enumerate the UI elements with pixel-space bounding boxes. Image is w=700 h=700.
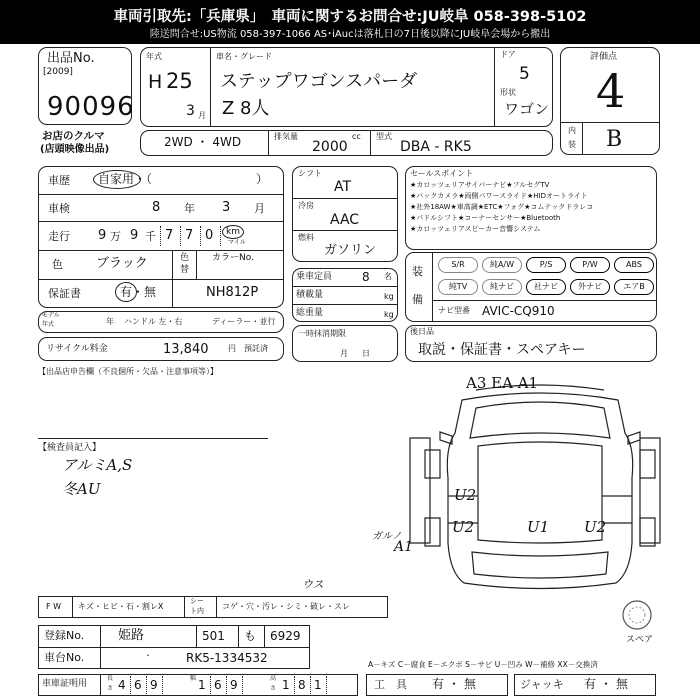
cert-digit: 9: [230, 678, 238, 692]
sales-point-3: ★社外18AW★車高調★ETC★フォグ★コムテックドラレコ: [410, 203, 594, 211]
shift-label: シフト: [298, 169, 322, 178]
inspector-line-2: 冬AU: [62, 480, 101, 498]
model-year-label-1: モデル: [42, 312, 60, 319]
cert-unit-2: さ: [107, 685, 114, 692]
mileage-thousand: 千: [145, 230, 156, 243]
registration-number: 6929: [270, 629, 301, 643]
diagram-side-note: ガルノ: [372, 531, 402, 542]
chassis-dot: ･: [146, 651, 150, 660]
equipment-item-b-1: 純TV: [438, 279, 478, 295]
cert-unit-1: 長: [107, 675, 114, 682]
score-value: 4: [596, 64, 626, 118]
navi-label: ナビ型番: [438, 306, 470, 315]
equipment-item-b-5: エアB: [614, 279, 654, 295]
notes-label: 【出品店申告欄（不良個所・欠品・注意事項等）】: [38, 367, 218, 376]
displacement-value: 2000: [312, 139, 348, 155]
cert-digit: 1: [314, 678, 322, 692]
load-unit: kg: [384, 292, 394, 301]
capacity-label: 乗車定員: [296, 272, 333, 282]
header-line-1: 車両引取先:「兵庫県」 車両に関するお問合せ:JU岐阜 058-398-5102: [113, 9, 587, 25]
cert-unit-4: 高: [270, 675, 277, 682]
inspection-items-2: コゲ・穴・汚レ・シミ・破レ・スレ: [222, 602, 350, 611]
color-change-1: 色: [180, 253, 190, 263]
cert-digit: 6: [214, 678, 222, 692]
registration-kana: も: [244, 629, 257, 643]
mileage-man: 9: [98, 228, 107, 243]
sales-point-5: ★カロッツェリアスピーカー音響システム: [410, 225, 541, 233]
tools-label: 工 具: [374, 678, 407, 691]
recycle-value: 13,840: [163, 342, 209, 357]
cert-label: 車庫証明用: [42, 679, 88, 689]
cert-digit: 1: [282, 678, 290, 692]
lot-label: 出品No.: [47, 51, 95, 66]
mileage-unit-circle: [222, 225, 244, 239]
inspection-label: 車検: [48, 202, 70, 215]
cert-unit-3: 幅: [190, 675, 197, 682]
model-name: ステップワゴンスパーダ: [220, 71, 418, 92]
displacement-unit: cc: [352, 132, 361, 141]
inspection-year-unit: 年: [184, 202, 195, 215]
diagram-u2-left: U2: [452, 518, 475, 536]
inspection-seat-1: シー: [190, 597, 204, 605]
accessories-value: 取説・保証書・スペアキー: [418, 342, 586, 358]
shop-note-2: (店頭映像出品): [40, 144, 110, 155]
jack-label: ジャッキ: [520, 678, 564, 691]
mileage-digit-2: 7: [165, 228, 174, 243]
model-label: 車名・グレード: [216, 52, 272, 61]
interior-label-2: 装: [568, 140, 576, 149]
expiry-label: 一時抹消期限: [298, 329, 346, 338]
year-month-unit: 月: [198, 111, 206, 120]
history-circle: [93, 170, 141, 189]
inspection-month-unit: 月: [254, 202, 265, 215]
mileage-digit-4: 0: [205, 228, 214, 243]
lot-sub-number: [2009]: [43, 67, 73, 77]
cert-divider: [326, 676, 327, 694]
equipment-item-b-2: 純ナビ: [482, 279, 522, 295]
spare-tire-icon: [620, 598, 654, 632]
diagram-u1: U1: [527, 518, 550, 536]
registration-label: 登録No.: [44, 629, 85, 642]
capacity-value: 8: [362, 270, 370, 284]
inspection-note: ウス: [302, 578, 324, 591]
cert-unit-5: さ: [270, 685, 277, 692]
year-label: 年式: [146, 52, 162, 61]
mileage-mile: マイル: [228, 239, 246, 246]
capacity-unit: 名: [384, 272, 392, 281]
registration-class: 501: [202, 629, 225, 643]
equipment-item-a-3: P/S: [526, 257, 566, 273]
chassis-value: RK5-1334532: [186, 651, 268, 665]
color-value: ブラック: [96, 256, 148, 271]
warranty-circle: [115, 282, 137, 302]
spare-label: スペア: [626, 635, 654, 645]
recycle-note: 預託済: [244, 344, 268, 353]
gross-unit: kg: [384, 310, 394, 319]
shape-label: 形状: [500, 88, 516, 97]
sales-point-2: ★バックカメラ★両側パワースライド★HIDオートライト: [410, 192, 588, 200]
cert-divider: [146, 676, 147, 694]
color-label: 色: [52, 258, 63, 271]
cert-digit: 1: [198, 678, 206, 692]
equipment-item-b-4: 外ナビ: [570, 279, 610, 295]
equipment-label-2: 備: [412, 293, 423, 306]
color-change-2: 替: [180, 265, 190, 275]
interior-value: B: [606, 127, 623, 152]
mileage-man-unit: 万: [110, 230, 121, 243]
equipment-item-a-1: S/R: [438, 257, 478, 273]
car-diagram: [380, 368, 670, 598]
sales-point-4: ★パドルシフト★コーナーセンサー★Bluetooth: [410, 214, 561, 222]
ac-label: 冷房: [298, 201, 314, 210]
diagram-top-marks: A3 EA A1: [466, 374, 539, 392]
cert-divider: [210, 676, 211, 694]
header-line-2: 陸送問合せ:US物流 058-397-1066 AS･iAucは落札日の7日後以降にJU岐阜会場から搬出: [149, 29, 551, 40]
model-year-label-2: 年式: [42, 321, 55, 328]
load-label: 積載量: [296, 290, 324, 300]
mileage-unit: km: [226, 227, 240, 237]
warranty-options: 有・無: [120, 285, 157, 299]
inspection-year: 8: [152, 200, 161, 215]
diagram-u2-top: U2: [454, 486, 477, 504]
color-code: NH812P: [206, 285, 259, 300]
sales-points-label: セールスポイント: [410, 169, 474, 178]
expiry-unit: 月日: [340, 349, 384, 358]
cert-digit: 4: [118, 678, 126, 692]
equipment-item-a-5: ABS: [614, 257, 654, 273]
cert-divider: [162, 676, 163, 694]
cert-digit: 6: [134, 678, 142, 692]
diagram-u2-right: U2: [584, 518, 607, 536]
cert-digit: 8: [298, 678, 306, 692]
history-close: ）: [256, 172, 269, 186]
equipment-item-a-4: P/W: [570, 257, 610, 273]
mileage-digit-1: 9: [130, 228, 139, 243]
model-grade: Z 8人: [222, 98, 270, 119]
color-code-label: カラーNo.: [212, 253, 254, 263]
cert-divider: [310, 676, 311, 694]
model-year-dealer: ディーラー・並行: [212, 317, 276, 326]
year-value: 25: [166, 69, 193, 93]
recycle-label: リサイクル料金: [46, 344, 108, 354]
lot-number: 90096: [47, 92, 135, 122]
displacement-label: 排気量: [274, 132, 298, 141]
navi-value: AVIC-CQ910: [482, 304, 555, 318]
history-label: 車歴: [48, 174, 70, 187]
cert-divider: [242, 676, 243, 694]
inspection-seat-2: ト内: [190, 607, 204, 615]
inspector-line-1: アルミA,S: [62, 456, 133, 474]
sales-point-1: ★カロッツェリアサイバーナビ★フルセグTV: [410, 181, 550, 189]
score-label: 評価点: [590, 52, 618, 62]
interior-label-1: 内: [568, 126, 576, 135]
inspection-fw: F W: [46, 602, 62, 611]
diagram-side-a1: A1: [394, 539, 414, 555]
model-year-unit: 年: [106, 317, 114, 326]
year-month: 3: [186, 103, 195, 119]
warranty-label: 保証書: [48, 287, 81, 300]
inspection-month: 3: [222, 200, 231, 215]
inspector-label: 【検査員記入】: [38, 443, 102, 453]
equipment-item-b-3: 社ナビ: [526, 279, 566, 295]
type-label: 型式: [376, 132, 392, 141]
doors-value: 5: [519, 64, 530, 84]
registration-area: 姫路: [118, 628, 145, 643]
fuel-value: ガソリン: [324, 243, 377, 258]
equipment-item-a-2: 純A/W: [482, 257, 522, 273]
shape-value: ワゴン: [504, 100, 550, 118]
history-options: 自家用・（: [98, 172, 153, 186]
shift-value: AT: [334, 179, 352, 195]
type-value: DBA - RK5: [400, 139, 472, 155]
cert-divider: [130, 676, 131, 694]
recycle-unit: 円: [228, 344, 236, 353]
fuel-label: 燃料: [298, 233, 314, 242]
jack-value: 有・無: [584, 677, 633, 691]
damage-legend: A－キズ C－腐食 E－エクボ S－サビ U－凹み W－補修 XX－交換済: [368, 660, 598, 669]
year-era: H: [148, 71, 163, 93]
model-year-handle: ハンドル 左・右: [124, 317, 183, 326]
tools-value: 有・無: [432, 677, 481, 691]
mileage-label: 走行: [48, 230, 70, 243]
equipment-label-1: 装: [412, 265, 423, 278]
doors-label: ドア: [500, 50, 516, 59]
ac-value: AAC: [330, 212, 360, 228]
inspection-items-1: キズ・ヒビ・石・割レX: [78, 602, 164, 611]
cert-divider: [294, 676, 295, 694]
lot-box: [38, 47, 135, 125]
header-bar: [0, 0, 700, 44]
accessories-label: 後日品: [410, 327, 434, 336]
drive-options: 2WD ・ 4WD: [164, 135, 242, 149]
cert-digit: 9: [150, 678, 158, 692]
chassis-label: 車台No.: [44, 651, 85, 664]
cert-divider: [226, 676, 227, 694]
mileage-digit-3: 7: [185, 228, 194, 243]
gross-label: 総重量: [296, 308, 324, 318]
shop-note-1: お店のクルマ: [42, 130, 105, 142]
